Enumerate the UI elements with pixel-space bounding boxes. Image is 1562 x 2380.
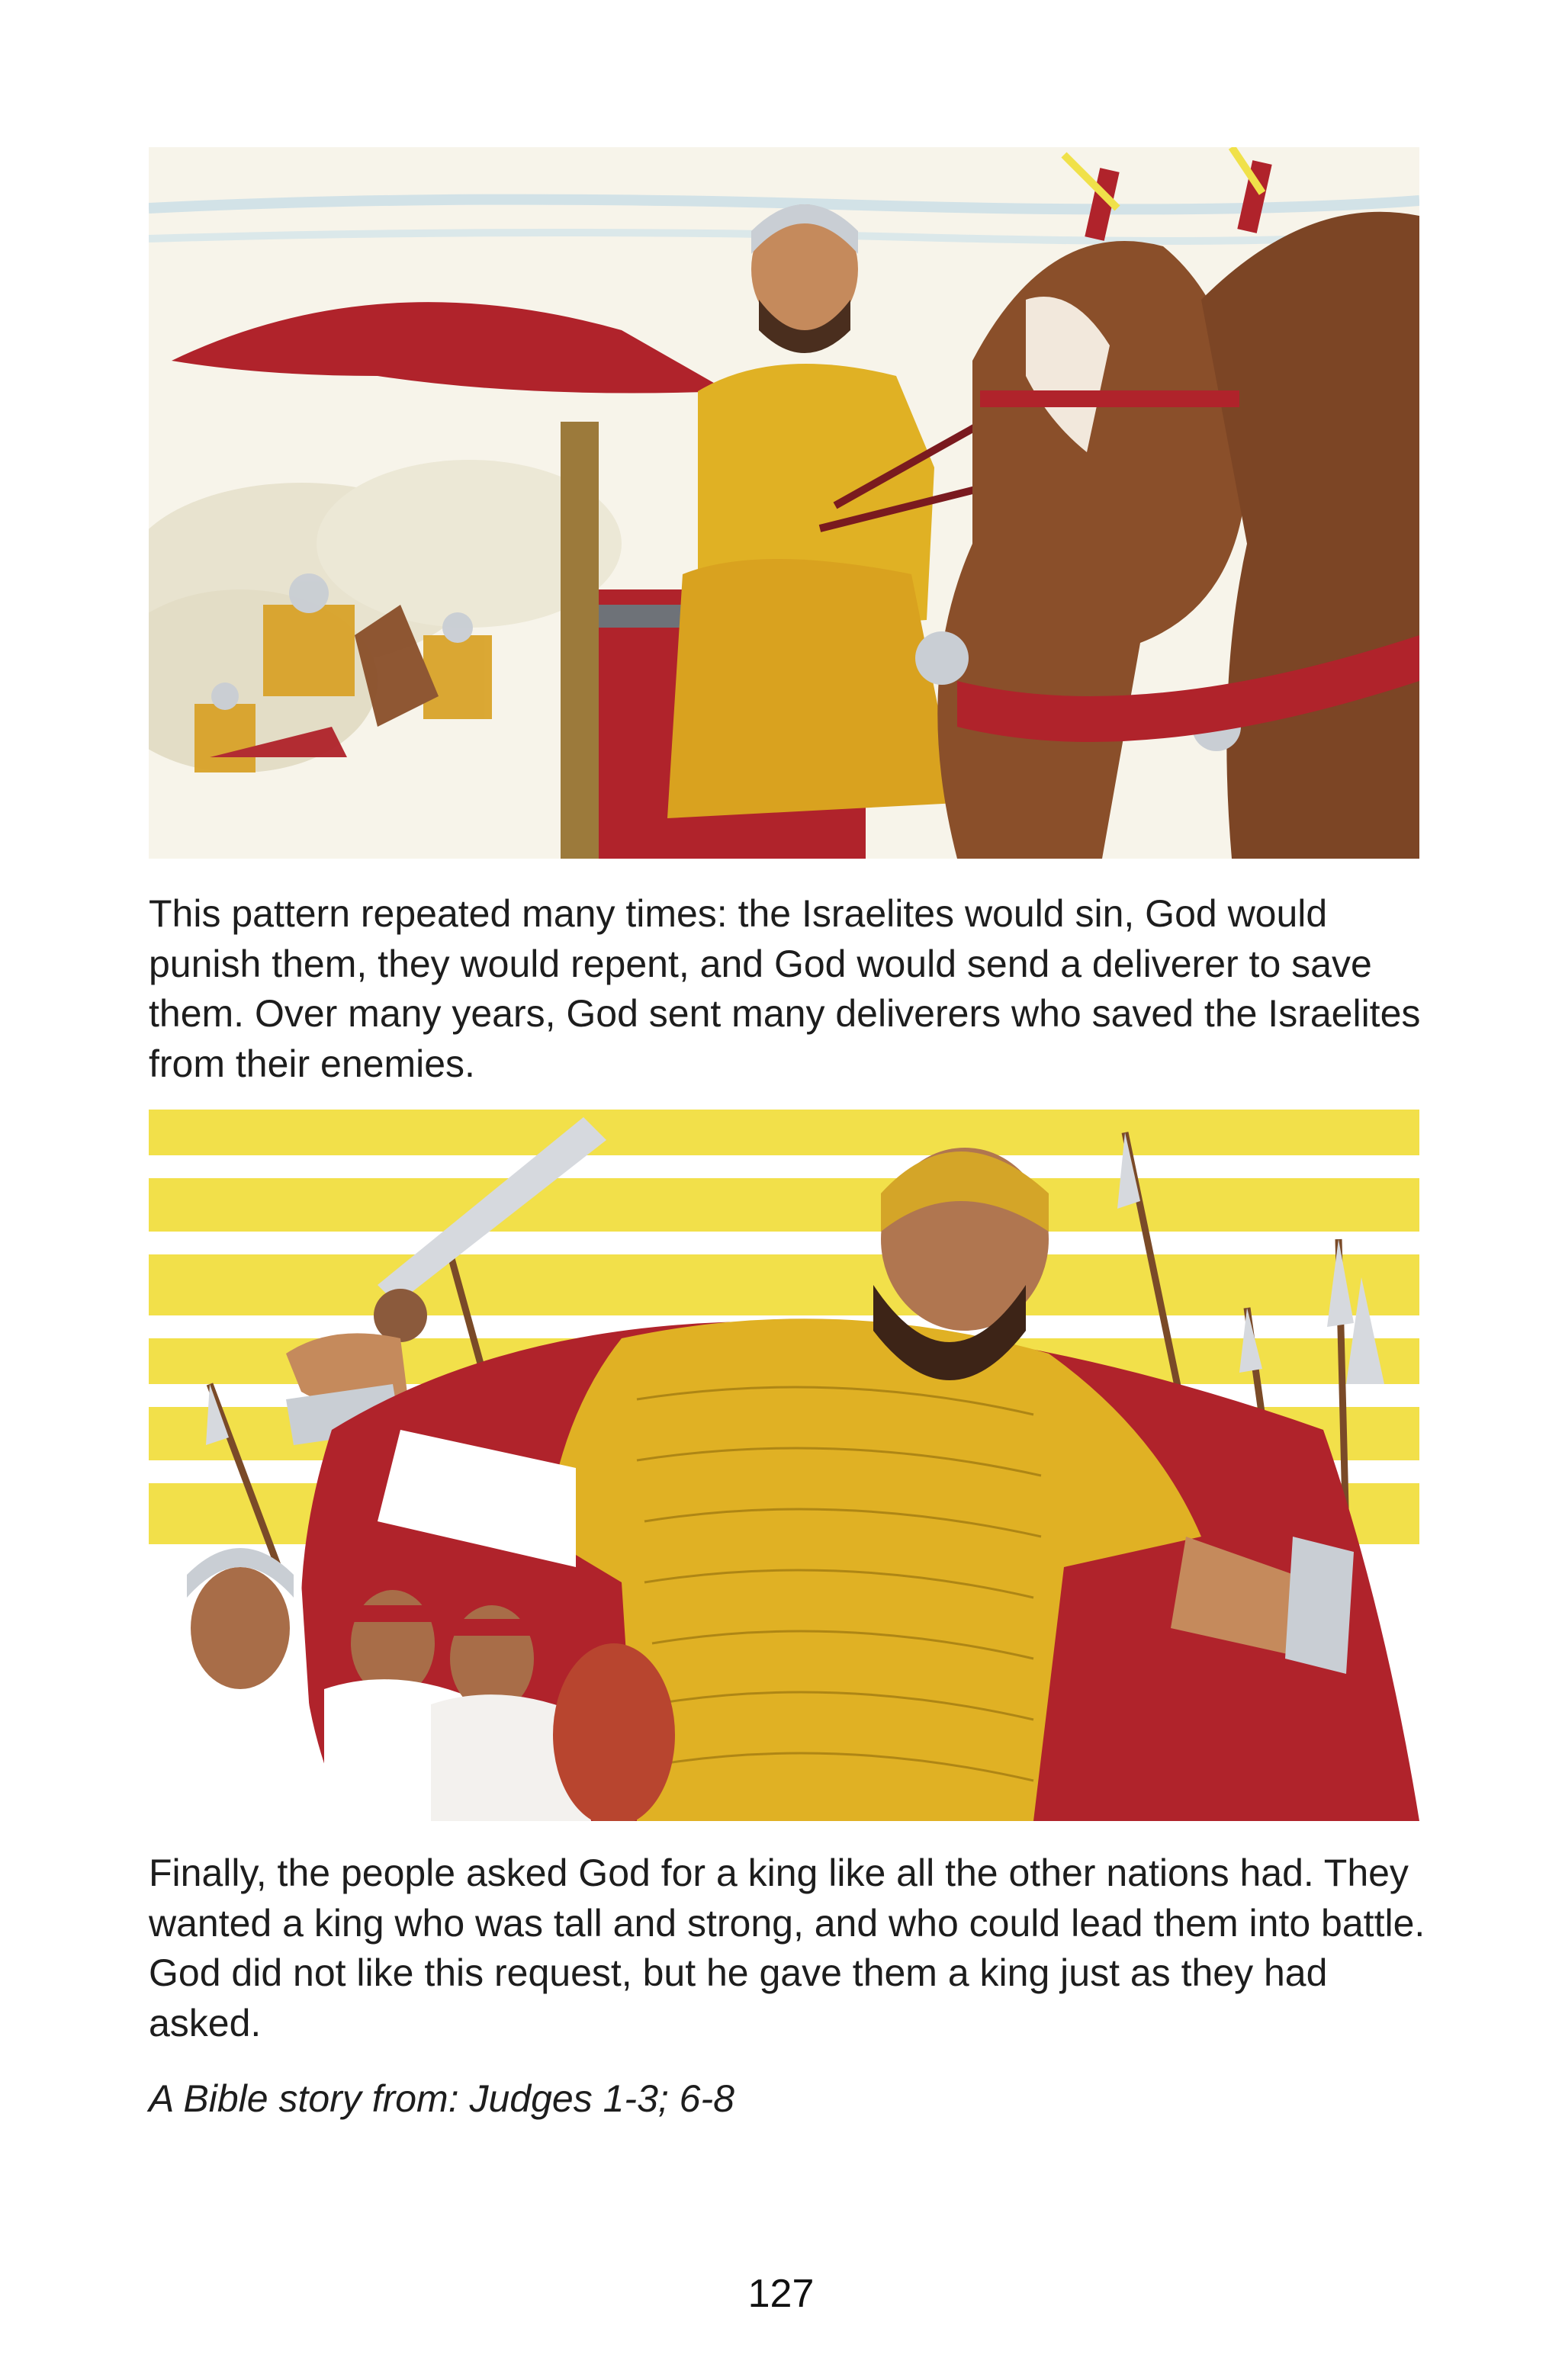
chariot-scene-art [149, 147, 1419, 859]
scripture-reference: A Bible story from: Judges 1-3; 6-8 [149, 2077, 734, 2120]
page-number: 127 [747, 2272, 815, 2316]
paragraph-asked-for-king: Finally, the people asked God for a king like all the other nations had. They wanted a king who was tall and strong, and who could lead them into battle. God did not like this request, but he gave them a king just as they had asked. [149, 1852, 1425, 2044]
warrior-scene-art [149, 1110, 1419, 1821]
illustration-chariot-army [149, 147, 1419, 859]
paragraph-pattern-repeated: This pattern repeated many times: the Israelites would sin, God would punish them, they would repent, and God would send a deliverer to save them. Over many years, God sent many deliverers who saved the Israelites from their enemies. [149, 892, 1421, 1085]
illustration-warrior-leader [149, 1110, 1419, 1821]
